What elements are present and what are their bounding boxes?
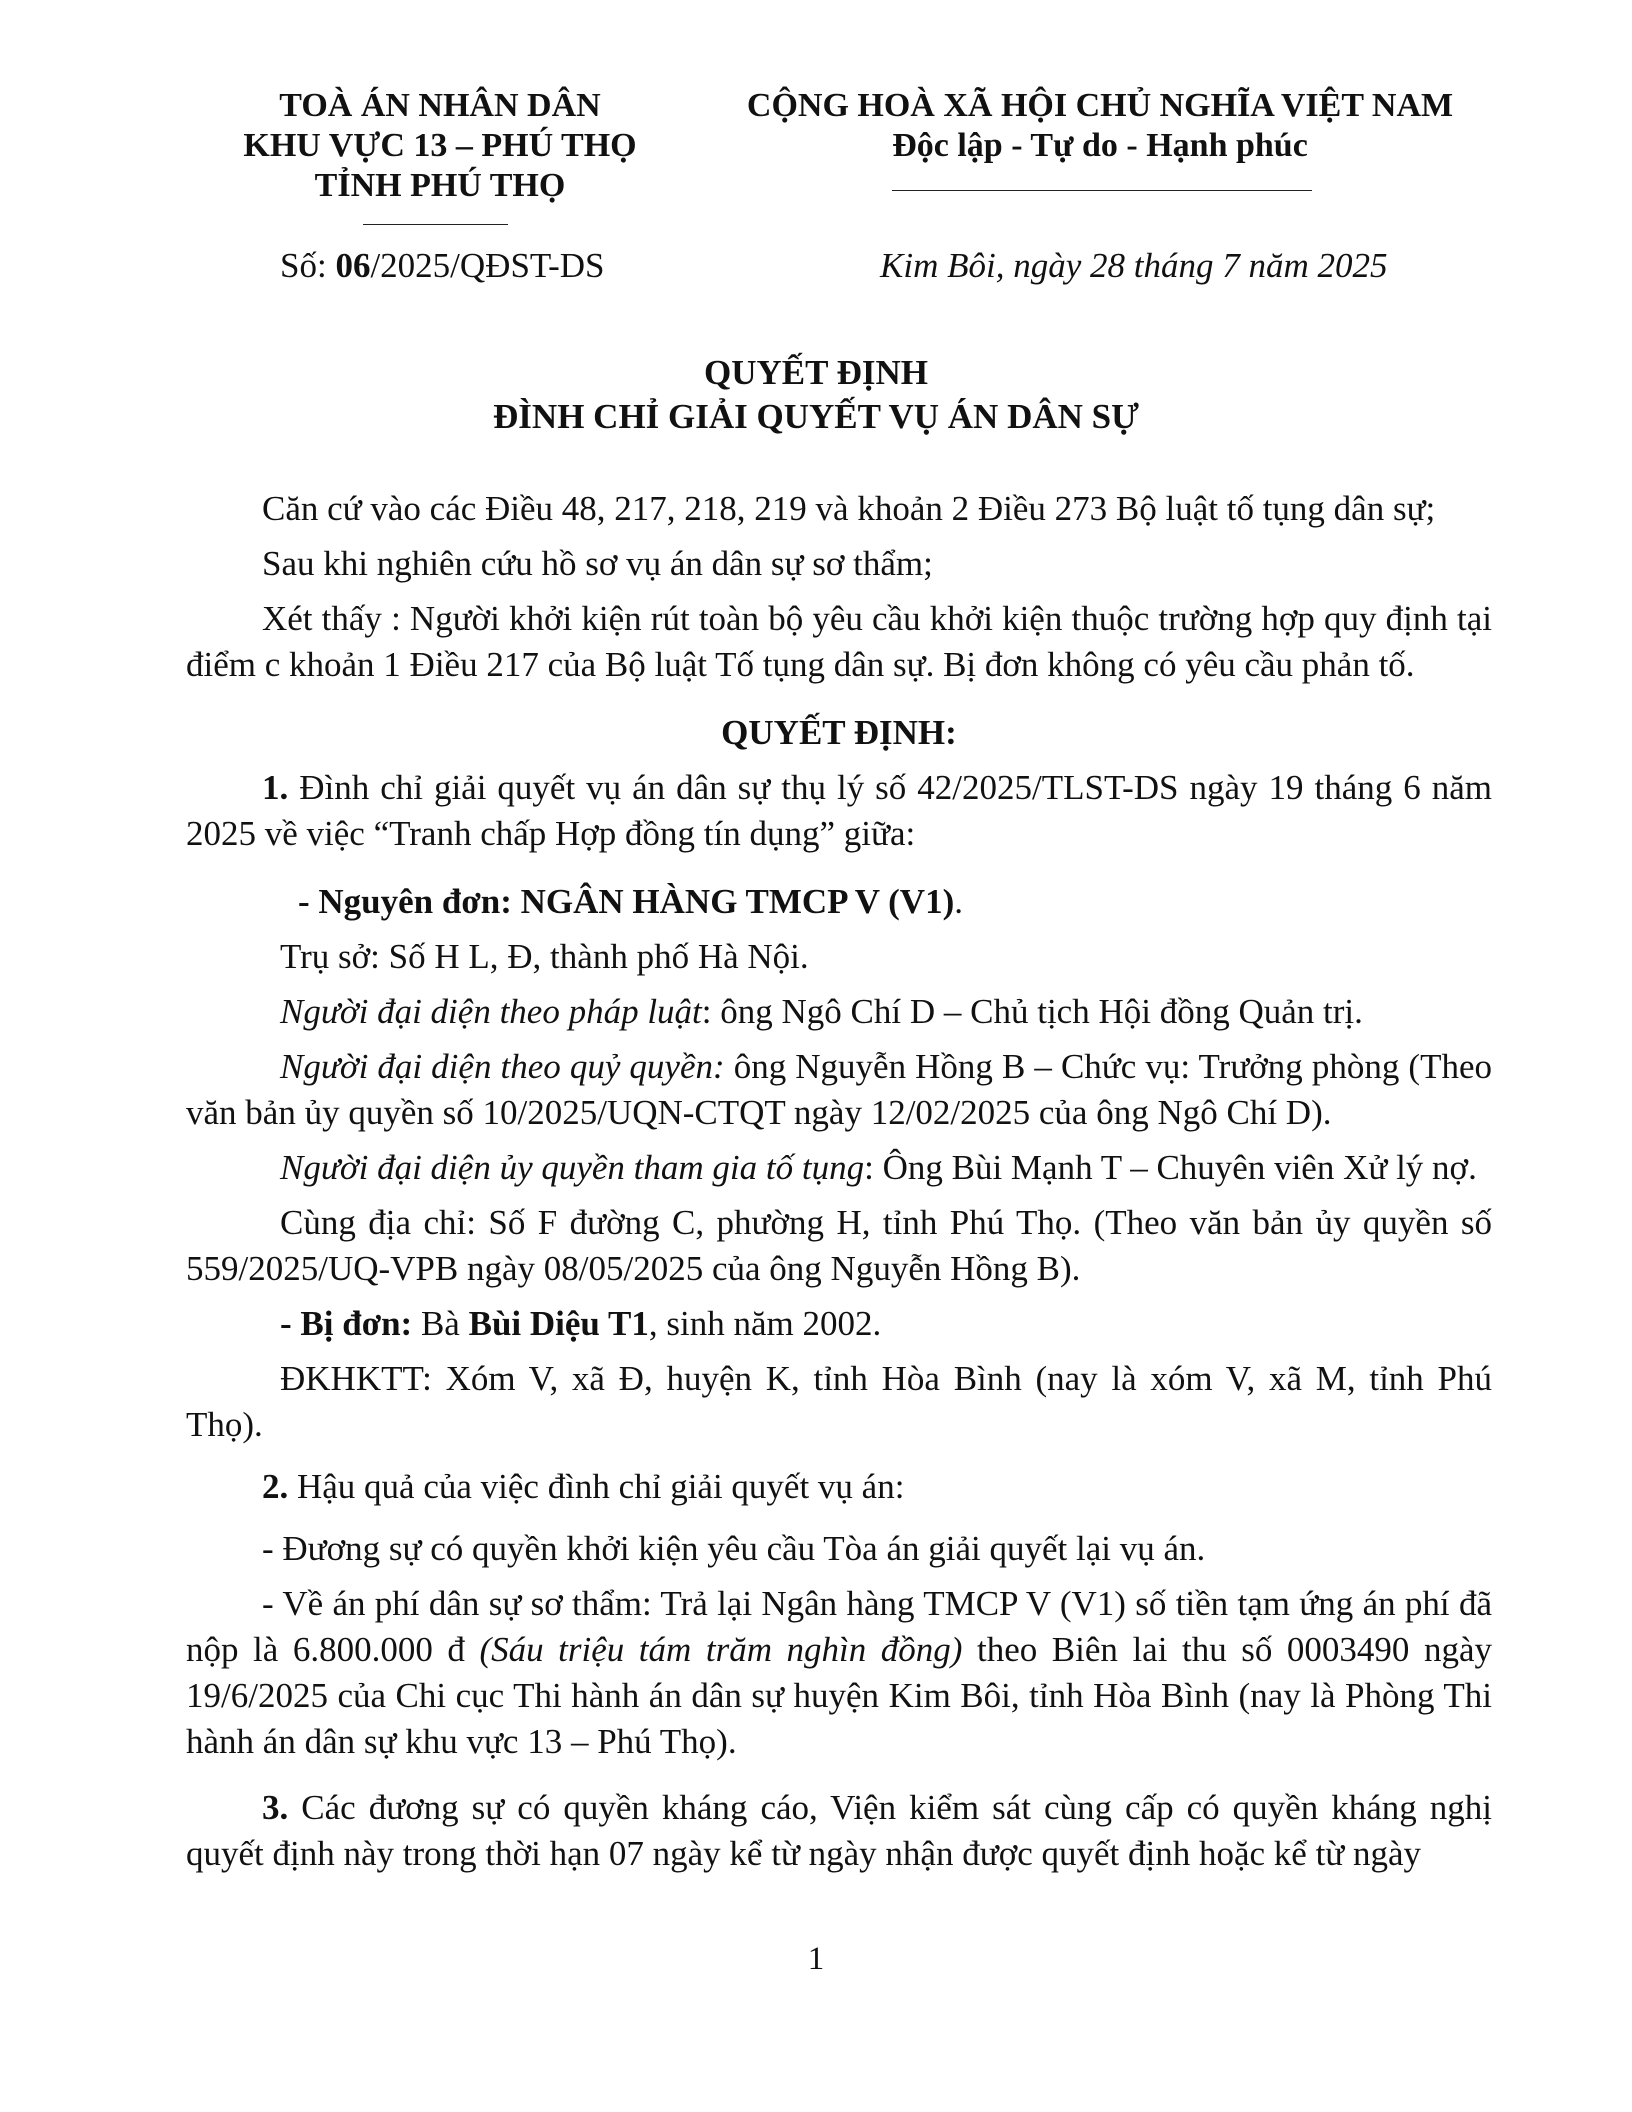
defendant-residence: ĐKHKTT: Xóm V, xã Đ, huyện K, tỉnh Hòa Bình (nay là xóm V, xã M, tỉnh Phú Thọ). [186, 1359, 1492, 1444]
document-number-bold: 06 [335, 246, 371, 285]
court-divider [363, 224, 508, 225]
national-motto: Độc lập - Tự do - Hạnh phúc [892, 127, 1308, 164]
right-to-resue: - Đương sự có quyền khởi kiện yêu cầu Tòa án giải quyết lại vụ án. [262, 1529, 1206, 1568]
plaintiff-headquarters: Trụ sở: Số H L, Đ, thành phố Hà Nội. [280, 937, 809, 976]
auth-rep-label: Người đại diện theo quỷ quyền: [280, 1047, 725, 1086]
auth-rep-text: ông Nguyễn Hồng B – Chức vụ: Trưởng phòng (Theo văn bản ủy quyền số 10/2025/UQN-CTQT ngày 12/02/2025 của ông Ngô Chí D). [186, 1047, 1492, 1132]
defendant-name: Bùi Diệu T1 [468, 1304, 649, 1343]
lit-rep-label: Người đại diện ủy quyền tham gia tố tụng [280, 1148, 865, 1187]
case-study-note: Sau khi nghiên cứu hồ sơ vụ án dân sự sơ thẩm; [262, 544, 933, 583]
decision-subtitle: ĐÌNH CHỈ GIẢI QUYẾT VỤ ÁN DÂN SỰ [493, 397, 1139, 436]
defendant-line [186, 1301, 1492, 1347]
decision-item-2 [186, 1464, 1492, 1510]
court-name-line: TỈNH PHÚ THỌ [314, 167, 566, 204]
decision-title: QUYẾT ĐỊNH [704, 353, 928, 392]
defendant-label: - Bị đơn: [280, 1304, 413, 1343]
fee-text: - Về án phí dân sự sơ thẩm: Trả lại Ngân hàng TMCP V (V1) số tiền tạm ứng án phí đã nộp là 6.800.000 đ [186, 1584, 1492, 1669]
authorized-representative [186, 1044, 1492, 1136]
defendant-post: , sinh năm 2002. [648, 1304, 882, 1343]
legal-basis: Căn cứ vào các Điều 48, 217, 218, 219 và khoản 2 Điều 273 Bộ luật tố tụng dân sự; [262, 489, 1436, 528]
shared-address: Cùng địa chỉ: Số F đường C, phường H, tỉnh Phú Thọ. (Theo văn bản ủy quyền số 559/2025/UQ-VPB ngày 08/05/2025 của ông Nguyễn Hồng B). [186, 1203, 1492, 1288]
legal-rep-text: : ông Ngô Chí D – Chủ tịch Hội đồng Quản trị. [701, 992, 1363, 1031]
page-number: 1 [807, 1941, 825, 1977]
court-name-line: TOÀ ÁN NHÂN DÂN [279, 87, 601, 124]
court-name-line: KHU VỰC 13 – PHÚ THỌ [243, 127, 637, 164]
place-date [880, 246, 1387, 286]
document-body [186, 486, 1492, 1877]
decision-item-3 [186, 1785, 1492, 1877]
document-number-suffix: /2025/QĐST-DS [370, 246, 605, 285]
nation-title: CỘNG HOÀ XÃ HỘI CHỦ NGHĨA VIỆT NAM [746, 87, 1454, 124]
document-number-prefix: Số: [280, 246, 336, 285]
lit-rep-text: : Ông Bùi Mạnh T – Chuyên viên Xử lý nợ. [864, 1148, 1477, 1187]
decision-heading: QUYẾT ĐỊNH: [721, 713, 957, 752]
court-fee-refund [186, 1581, 1492, 1765]
item-text: Các đương sự có quyền kháng cáo, Viện kiểm sát cùng cấp có quyền kháng nghị quyết định này trong thời hạn 07 ngày kể từ ngày nhận được quyết định hoặc kể từ ngày [186, 1788, 1492, 1873]
defendant-pre: Bà [412, 1304, 469, 1343]
plaintiff-line [186, 879, 1492, 925]
item-number: 2. [262, 1467, 289, 1506]
finding-paragraph: Xét thấy : Người khởi kiện rút toàn bộ yêu cầu khởi kiện thuộc trường hợp quy định tại điểm c khoản 1 Điều 217 của Bộ luật Tố tụng dân sự. Bị đơn không có yêu cầu phản tố. [186, 599, 1492, 684]
fee-amount-words: (Sáu triệu tám trăm nghìn đồng) [479, 1630, 963, 1669]
fee-text-end: theo Biên lai thu số 0003490 ngày 19/6/2025 của Chi cục Thi hành án dân sự huyện Kim Bôi, tỉnh Hòa Bình (nay là Phòng Thi hành án dân sự khu vực 13 – Phú Thọ). [186, 1630, 1492, 1761]
place-date-text: Kim Bôi, ngày 28 tháng 7 năm 2025 [880, 246, 1388, 285]
motto-divider [892, 190, 1312, 191]
plaintiff-label: - Nguyên đơn: NGÂN HÀNG TMCP V (V1) [298, 882, 955, 921]
item-text: Đình chỉ giải quyết vụ án dân sự thụ lý số 42/2025/TLST-DS ngày 19 tháng 6 năm 2025 về việc “Tranh chấp Hợp đồng tín dụng” giữa: [186, 768, 1492, 853]
nation-header [720, 86, 1480, 166]
item-number: 1. [262, 768, 289, 807]
legal-rep-label: Người đại diện theo pháp luật [280, 992, 702, 1031]
litigation-representative [186, 1145, 1492, 1191]
court-header [190, 86, 690, 206]
document-number [280, 246, 604, 286]
legal-representative [186, 989, 1492, 1035]
item-number: 3. [262, 1788, 289, 1827]
item-text: Hậu quả của việc đình chỉ giải quyết vụ án: [288, 1467, 905, 1506]
decision-item-1 [186, 765, 1492, 857]
plaintiff-end: . [954, 882, 963, 921]
